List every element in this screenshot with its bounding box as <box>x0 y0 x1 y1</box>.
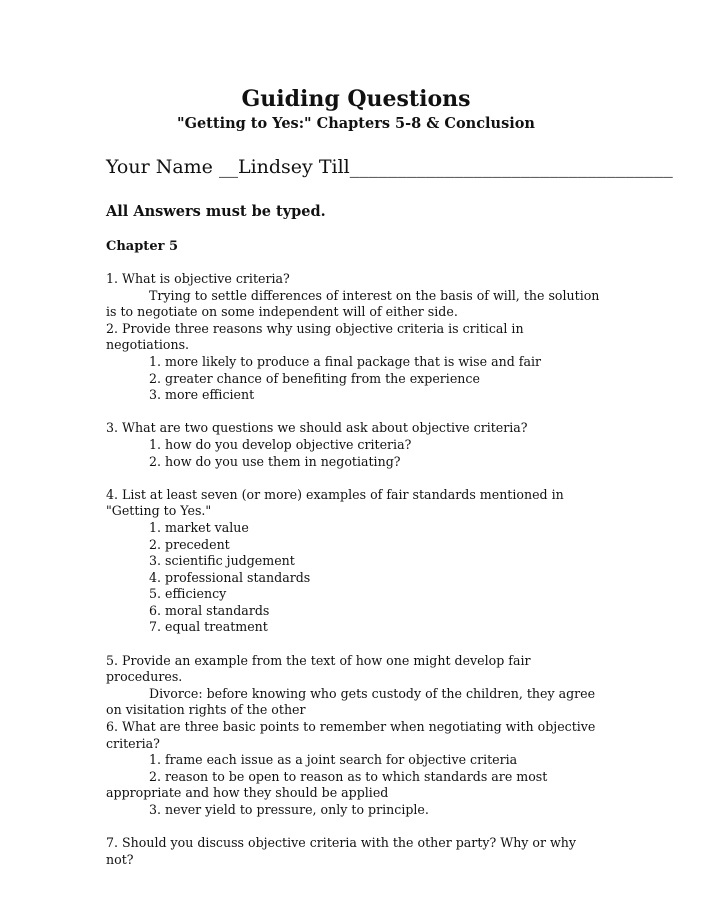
typed-answers-note: All Answers must be typed. <box>106 203 326 220</box>
answer-4-item: 3. scientific judgement <box>149 553 295 569</box>
name-line <box>106 154 673 180</box>
student-name: Lindsey Till <box>237 156 350 178</box>
document-subtitle: "Getting to Yes:" Chapters 5-8 & Conclusion <box>177 115 535 132</box>
answer-4-item: 5. efficiency <box>149 586 227 602</box>
answer-4-item: 2. precedent <box>149 536 230 552</box>
document-title: Guiding Questions <box>241 86 471 112</box>
blank-line <box>106 819 606 836</box>
blank-line <box>106 404 606 421</box>
answer-5: Divorce: before knowing who gets custody of the children, they agree on visitation rights of the other <box>106 685 596 718</box>
answer-6-item: 1. frame each issue as a joint search for objective criteria <box>149 752 518 768</box>
name-underline: __________________________________ <box>349 156 673 178</box>
answer-2-item: 1. more likely to produce a final package that is wise and fair <box>149 353 542 369</box>
answer-1: Trying to settle differences of interest on the basis of will, the solution is to negotiate on some independent will of either side. <box>106 287 600 320</box>
question-3: 3. What are two questions we should ask about objective criteria? <box>106 420 528 436</box>
question-2: 2. Provide three reasons why using objective criteria is critical in negotiations. <box>106 320 524 353</box>
answer-3-item: 2. how do you use them in negotiating? <box>149 453 401 469</box>
answer-2-item: 2. greater chance of benefiting from the experience <box>149 370 480 386</box>
question-4: 4. List at least seven (or more) examples of fair standards mentioned in "Getting to Yes." <box>106 486 564 519</box>
answer-2-item: 3. more efficient <box>149 387 255 403</box>
document-page <box>106 84 673 868</box>
question-1: 1. What is objective criteria? <box>106 271 290 286</box>
chapter-heading: Chapter 5 <box>106 239 179 254</box>
blank-line <box>106 470 606 487</box>
question-5: 5. Provide an example from the text of how one might develop fair procedures. <box>106 652 531 685</box>
answer-4-item: 4. professional standards <box>149 569 311 585</box>
question-6: 6. What are three basic points to remember when negotiating with objective criteria? <box>106 719 596 751</box>
answer-4-item: 7. equal treatment <box>149 619 268 635</box>
answer-6-item: 3. never yield to pressure, only to principle. <box>149 802 429 817</box>
answer-4-item: 6. moral standards <box>149 602 270 618</box>
blank-line <box>106 636 606 653</box>
name-label: Your Name __ <box>106 156 238 178</box>
answer-3-item: 1. how do you develop objective criteria? <box>149 436 412 452</box>
question-7: 7. Should you discuss objective criteria with the other party? Why or why not? <box>106 835 577 867</box>
answer-6-item: 2. reason to be open to reason as to which standards are most appropriate and how they should be applied <box>106 768 548 801</box>
answer-4-item: 1. market value <box>149 519 249 535</box>
